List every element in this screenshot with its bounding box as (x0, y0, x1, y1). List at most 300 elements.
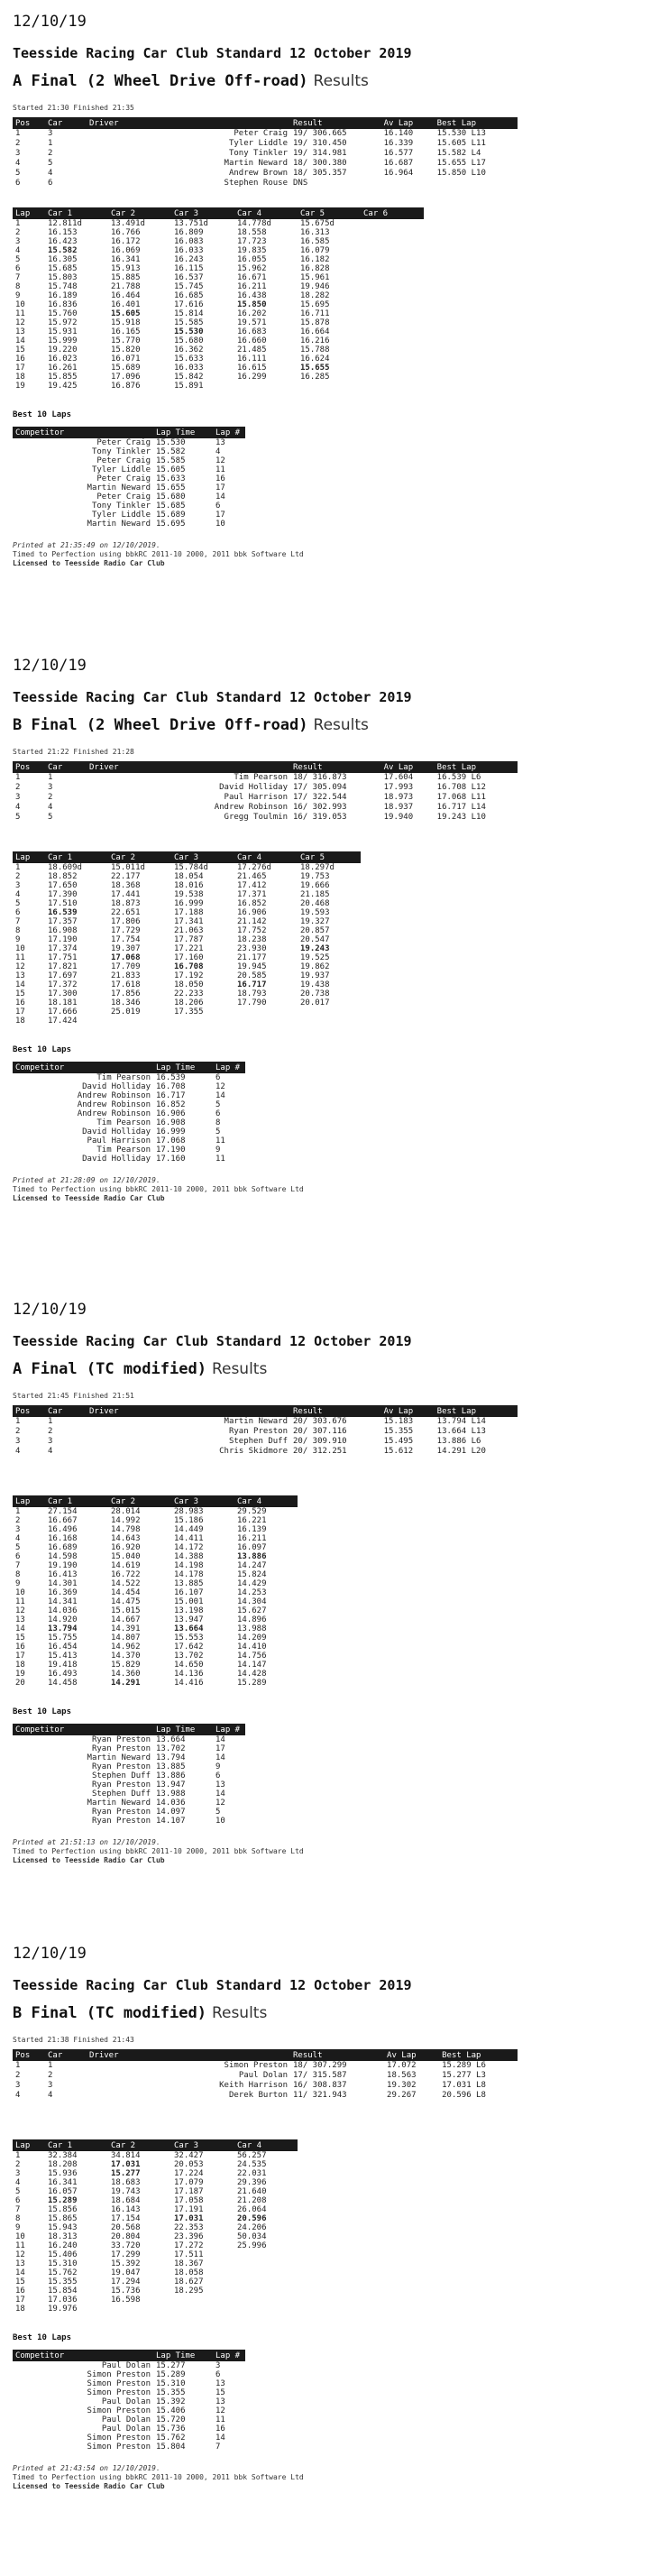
best-cell: Martin Neward (87, 520, 151, 529)
table-row (13, 1516, 298, 1525)
lap-cell: 16.464 (111, 291, 141, 300)
lap-cell: 17 (15, 363, 25, 373)
best-cell: 15.685 (156, 501, 186, 511)
final-name: B Final (2 Wheel Drive Off-road) (13, 716, 308, 734)
printed-at: Printed at 21:43:54 on 12/10/2019. (13, 2464, 160, 2472)
lap-cell: 15.943 (48, 2223, 78, 2232)
lap-cell: 19.753 (300, 872, 330, 881)
best-header-cell: Competitor (13, 1062, 153, 1073)
results-table (13, 761, 518, 823)
table-row (13, 2196, 298, 2205)
table-row (13, 2388, 245, 2397)
lap-cell: 16.906 (237, 908, 267, 917)
lap-cell: 20 (15, 1679, 25, 1688)
best-cell: 5 (215, 1127, 221, 1136)
best-cell: 14 (215, 1091, 225, 1100)
best-cell: Simon Preston (87, 2388, 151, 2397)
result-cell: 1 (15, 1417, 21, 1426)
results-header-cell: Pos (13, 1405, 45, 1417)
lap-cell (234, 382, 298, 391)
lap-cell: 18.181 (48, 998, 78, 1007)
lap-cell: 1 (15, 219, 21, 228)
lap-cell: 25.996 (237, 2241, 267, 2250)
lap-cell (361, 273, 424, 282)
lap-cell: 17.079 (174, 2178, 204, 2187)
lap-cell (108, 1017, 171, 1026)
lap-cell: 10 (15, 2232, 25, 2241)
lap-cell: 17.511 (174, 2250, 204, 2259)
lap-cell (234, 2305, 298, 2314)
lap-cell: 4 (15, 1534, 21, 1543)
table-row (13, 890, 361, 899)
timed-note: Timed to Perfection using bbkRC 2011-10 2000, 2011 bbk Software Ltd (13, 1185, 304, 1193)
lap-cell: 18.683 (111, 2178, 141, 2187)
table-row (13, 1136, 245, 1145)
best-header-row (13, 2350, 245, 2361)
lap-cell: 14.198 (174, 1561, 204, 1570)
best-cell: 15.289 (156, 2370, 186, 2379)
best-cell: 14.036 (156, 1799, 186, 1808)
result-cell: 20/ 312.251 (293, 1447, 347, 1456)
lap-cell: 15.413 (48, 1651, 78, 1661)
lap-header-cell: Lap (13, 207, 45, 219)
lap-cell (361, 336, 424, 345)
results-table (13, 1405, 518, 1457)
lap-cell: 11 (15, 1597, 25, 1606)
best-cell: 17 (215, 483, 225, 492)
lap-cell: 17.160 (174, 953, 204, 962)
lap-header-cell: Car 3 (171, 207, 234, 219)
table-row (13, 345, 424, 354)
lap-cell: 19.243 (300, 944, 330, 953)
best-cell: Simon Preston (87, 2406, 151, 2415)
lap-cell: 1 (15, 2151, 21, 2160)
lap-cell: 56.257 (237, 2151, 267, 2160)
result-cell: 15.277 L3 (442, 2071, 486, 2080)
lap-cell: 18 (15, 2305, 25, 2314)
lap-cell: 16.033 (174, 246, 204, 255)
results-page (0, 1932, 669, 2576)
table-row (13, 1118, 245, 1127)
table-row (13, 2187, 298, 2196)
lap-cell: 17.031 (174, 2214, 204, 2223)
lap-header-cell: Car 3 (171, 851, 234, 863)
best-cell: 6 (215, 1109, 221, 1118)
result-cell: 16.140 (383, 129, 414, 138)
best-laps-heading: Best 10 Laps (13, 1045, 72, 1054)
result-cell: 3 (48, 129, 53, 138)
result-cell: 4 (15, 159, 21, 168)
results-header-cell: Result (290, 117, 381, 129)
lap-cell: 16.261 (48, 363, 78, 373)
lap-cell: 16.313 (300, 228, 330, 237)
best-cell: 16.999 (156, 1127, 186, 1136)
best-laps-heading: Best 10 Laps (13, 2333, 72, 2342)
best-cell: 16.708 (156, 1082, 186, 1091)
licensed-note: Licensed to Teesside Radio Car Club (13, 2482, 165, 2490)
lap-cell: 18 (15, 1017, 25, 1026)
table-row (13, 1588, 298, 1597)
result-cell: 3 (48, 2081, 53, 2090)
lap-cell: 16.083 (174, 237, 204, 246)
lap-cell: 15.755 (48, 1633, 78, 1642)
best-laps-heading: Best 10 Laps (13, 1707, 72, 1716)
table-row (13, 456, 245, 465)
lap-cell: 17.412 (237, 881, 267, 890)
final-name: A Final (TC modified) (13, 1360, 206, 1378)
best-cell: Ryan Preston (91, 1735, 151, 1744)
lap-cell: 12.811d (48, 219, 82, 228)
lap-cell: 17.729 (111, 926, 141, 935)
results-header-cell: Best Lap (435, 117, 518, 129)
lap-cell: 14.896 (237, 1615, 267, 1624)
lap-header-cell: Car 5 (298, 207, 361, 219)
results-header-cell: Best Lap (439, 2049, 518, 2061)
lap-cell: 16.211 (237, 282, 267, 291)
lap-cell: 16.660 (237, 336, 267, 345)
lap-cell: 14.475 (111, 1597, 141, 1606)
best-cell: 6 (215, 2370, 221, 2379)
table-row (13, 2259, 298, 2268)
result-cell: 1 (15, 773, 21, 782)
best-cell: Paul Dolan (101, 2361, 151, 2370)
lap-cell: 14.388 (174, 1552, 204, 1561)
lap-cell: 18.852 (48, 872, 78, 881)
lap-cell: 15.695 (300, 300, 330, 309)
result-cell: Derek Burton (228, 2091, 288, 2100)
best-cell: Ryan Preston (91, 1762, 151, 1771)
table-row (13, 2268, 298, 2277)
lap-cell: 19.945 (237, 962, 267, 971)
lap-cell: 17.723 (237, 237, 267, 246)
lap-cell: 16.211 (237, 1534, 267, 1543)
lap-cell: 16.069 (111, 246, 141, 255)
lap-cell: 28.983 (174, 1507, 204, 1516)
lap-cell: 17.058 (174, 2196, 204, 2205)
lap-cell: 32.427 (174, 2151, 204, 2160)
best-cell: 11 (215, 2415, 225, 2424)
best-cell: 13.794 (156, 1753, 186, 1762)
result-cell: 6 (15, 179, 21, 188)
best-cell: 9 (215, 1145, 221, 1155)
best-cell: Tony Tinkler (91, 447, 151, 456)
table-row (13, 354, 424, 363)
best-cell: 13.988 (156, 1789, 186, 1799)
lap-cell: 16.664 (300, 327, 330, 336)
lap-cell: 7 (15, 1561, 21, 1570)
lap-cell: 12 (15, 962, 25, 971)
lap-cell: 12 (15, 2250, 25, 2259)
lap-cell: 8 (15, 2214, 21, 2223)
best-cell: 14 (215, 1789, 225, 1799)
lap-cell: 15.878 (300, 318, 330, 327)
lap-cell: 16.153 (48, 228, 78, 237)
best-cell: 14.097 (156, 1808, 186, 1817)
result-cell: Andrew Brown (228, 169, 288, 178)
lap-cell (361, 219, 424, 228)
table-row (13, 438, 245, 447)
table-row (13, 2415, 245, 2424)
start-finish-times: Started 21:30 Finished 21:35 (13, 104, 134, 112)
result-cell: Martin Neward (224, 1417, 288, 1426)
table-row (13, 300, 424, 309)
lap-cell: 15.015 (111, 1606, 141, 1615)
table-row (13, 520, 245, 529)
table-row (13, 318, 424, 327)
best-cell: Ryan Preston (91, 1817, 151, 1826)
best-cell: 15.762 (156, 2433, 186, 2443)
lap-cell: 3 (15, 881, 21, 890)
best-header-cell: Competitor (13, 2350, 153, 2361)
result-cell: 2 (48, 2071, 53, 2080)
lap-cell: 16.685 (174, 291, 204, 300)
lap-cell: 14.370 (111, 1651, 141, 1661)
lap-cell: 16 (15, 354, 25, 363)
best-cell: Simon Preston (87, 2443, 151, 2452)
lap-cell: 19.418 (48, 1661, 78, 1670)
result-cell: 18/ 300.380 (293, 159, 347, 168)
lap-cell: 25.019 (111, 1007, 141, 1017)
lap-cell: 16.341 (48, 2178, 78, 2187)
lap-cell: 15.855 (48, 373, 78, 382)
lap-cell: 14.643 (111, 1534, 141, 1543)
lap-cell: 16.182 (300, 255, 330, 264)
lap-cell: 9 (15, 935, 21, 944)
results-header-cell: Car (45, 1405, 87, 1417)
lap-cell: 18.346 (111, 998, 141, 1007)
lap-cell: 22.353 (174, 2223, 204, 2232)
lap-cell: 22.177 (111, 872, 141, 881)
table-row (13, 149, 518, 159)
result-cell: 11/ 321.943 (293, 2091, 347, 2100)
table-row (13, 159, 518, 169)
result-cell: 15.495 (383, 1437, 414, 1446)
table-row (13, 980, 361, 989)
table-row (13, 139, 518, 149)
best-cell: Tim Pearson (96, 1145, 151, 1155)
table-row (13, 917, 361, 926)
table-row (13, 1507, 298, 1516)
lap-cell: 17.666 (48, 1007, 78, 1017)
lap-cell: 17.709 (111, 962, 141, 971)
best-cell: 15.680 (156, 492, 186, 501)
best-cell: 17.190 (156, 1145, 186, 1155)
lap-cell: 21.788 (111, 282, 141, 291)
result-cell: Tyler Liddle (228, 139, 288, 148)
lap-cell (361, 309, 424, 318)
lap-cell: 19.593 (300, 908, 330, 917)
lap-cell: 17.188 (174, 908, 204, 917)
lap-cell: 16.097 (237, 1543, 267, 1552)
best-cell: Tony Tinkler (91, 501, 151, 511)
lap-cell: 15.788 (300, 345, 330, 354)
lap-cell (361, 291, 424, 300)
lap-cell: 15.655 (300, 363, 330, 373)
lap-cell: 22.651 (111, 908, 141, 917)
lap-cell: 16.216 (300, 336, 330, 345)
table-row (13, 2081, 518, 2091)
best-cell: 4 (215, 447, 221, 456)
lap-cell: 15.530 (174, 327, 204, 336)
lap-cell: 16.828 (300, 264, 330, 273)
lap-cell: 14.449 (174, 1525, 204, 1534)
lap-cell: 14.454 (111, 1588, 141, 1597)
table-row (13, 273, 424, 282)
table-row (13, 2214, 298, 2223)
lap-cell (171, 2305, 234, 2314)
results-header-cell: Pos (13, 761, 45, 773)
best-cell: 15.655 (156, 483, 186, 492)
lap-cell: 14.391 (111, 1624, 141, 1633)
lap-cell: 16.598 (111, 2295, 141, 2305)
lap-cell: 18.054 (174, 872, 204, 881)
table-row (13, 1771, 245, 1780)
lap-cell: 14.429 (237, 1579, 267, 1588)
licensed-note: Licensed to Teesside Radio Car Club (13, 559, 165, 567)
table-row (13, 282, 424, 291)
best-cell: 15.392 (156, 2397, 186, 2406)
best-cell: 14 (215, 1753, 225, 1762)
lap-cell: 17.294 (111, 2277, 141, 2286)
table-row (13, 2232, 298, 2241)
lap-cell: 16.243 (174, 255, 204, 264)
best-cell: Ryan Preston (91, 1780, 151, 1789)
table-row (13, 783, 518, 793)
final-title (13, 1360, 267, 1378)
lap-cell: 11 (15, 953, 25, 962)
result-cell: Peter Craig (234, 129, 288, 138)
best-header-cell: Lap # (213, 2350, 245, 2361)
results-word: Results (211, 2004, 268, 2022)
lap-cell: 15.885 (111, 273, 141, 282)
result-cell: 18/ 307.299 (293, 2061, 347, 2070)
lap-cell: 17.371 (237, 890, 267, 899)
lap-cell: 16.165 (111, 327, 141, 336)
best-cell: 16 (215, 474, 225, 483)
best-cell: 15.585 (156, 456, 186, 465)
lap-cell: 18.368 (111, 881, 141, 890)
table-row (13, 246, 424, 255)
lap-cell: 16.240 (48, 2241, 78, 2250)
lap-cell: 16.667 (48, 1516, 78, 1525)
table-row (13, 309, 424, 318)
lap-cell: 16.111 (237, 354, 267, 363)
table-row (13, 971, 361, 980)
start-finish-times: Started 21:45 Finished 21:51 (13, 1392, 134, 1400)
best-cell: 15.695 (156, 520, 186, 529)
print-footer (13, 2464, 304, 2491)
result-cell: 15.530 L13 (436, 129, 486, 138)
lap-times-table (13, 2139, 298, 2314)
lap-header-cell: Car 4 (234, 207, 298, 219)
result-cell: 16.539 L6 (436, 773, 481, 782)
lap-cell: 16.671 (237, 273, 267, 282)
result-cell: 16/ 302.993 (293, 803, 347, 812)
best-header-cell: Lap # (213, 1062, 245, 1073)
best-cell: 16.908 (156, 1118, 186, 1127)
lap-cell (108, 2305, 171, 2314)
result-cell: 17.604 (383, 773, 414, 782)
result-cell: 5 (48, 159, 53, 168)
best-cell: 5 (215, 1808, 221, 1817)
event-title: Teesside Racing Car Club Standard 12 October 2019 (13, 1333, 412, 1349)
table-row (13, 793, 518, 803)
lap-cell: 17.374 (48, 944, 78, 953)
lap-cell: 14.036 (48, 1606, 78, 1615)
lap-cell: 18 (15, 373, 25, 382)
result-cell: 4 (48, 169, 53, 178)
results-header-cell: Best Lap (435, 1405, 518, 1417)
lap-cell: 17 (15, 1007, 25, 1017)
lap-cell: 16.493 (48, 1670, 78, 1679)
result-cell: 29.267 (387, 2091, 417, 2100)
best-cell: 6 (215, 1073, 221, 1082)
lap-cell: 19.937 (300, 971, 330, 980)
results-header-cell: Car (45, 117, 87, 129)
lap-cell: 19 (15, 382, 25, 391)
lap-cell: 19.190 (48, 1561, 78, 1570)
lap-cell: 20.804 (111, 2232, 141, 2241)
results-header-row (13, 1405, 518, 1417)
lap-cell: 15.310 (48, 2259, 78, 2268)
results-table (13, 117, 518, 189)
lap-cell: 14.209 (237, 1633, 267, 1642)
lap-cell: 19.835 (237, 246, 267, 255)
table-row (13, 803, 518, 813)
table-row (13, 1744, 245, 1753)
results-header-row (13, 117, 518, 129)
lap-cell: 15.627 (237, 1606, 267, 1615)
lap-cell: 16.722 (111, 1570, 141, 1579)
best-cell: 3 (215, 2361, 221, 2370)
results-header-cell: Av Lap (381, 117, 435, 129)
lap-header-cell: Car 4 (234, 2139, 298, 2151)
lap-cell: 15.001 (174, 1597, 204, 1606)
result-cell: 3 (15, 1437, 21, 1446)
best-header-cell: Lap Time (153, 1724, 213, 1735)
table-row (13, 2286, 298, 2295)
result-cell: Tony Tinkler (228, 149, 288, 158)
result-cell: 17.993 (383, 783, 414, 792)
lap-cell (234, 2286, 298, 2295)
lap-cell: 15.355 (48, 2277, 78, 2286)
best-cell: 11 (215, 1136, 225, 1145)
lap-cell: 19.571 (237, 318, 267, 327)
lap-header-cell: Lap (13, 1495, 45, 1507)
lap-cell: 15.406 (48, 2250, 78, 2259)
result-cell: 20/ 307.116 (293, 1427, 347, 1436)
lap-cell: 6 (15, 2196, 21, 2205)
lap-cell: 13.198 (174, 1606, 204, 1615)
table-row (13, 1561, 298, 1570)
lap-cell: 16.362 (174, 345, 204, 354)
table-row (13, 998, 361, 1007)
result-cell: 13.886 L6 (436, 1437, 481, 1446)
best-cell: 12 (215, 456, 225, 465)
lap-cell: 16.766 (111, 228, 141, 237)
best-cell: Peter Craig (96, 492, 151, 501)
lap-cell: 17.096 (111, 373, 141, 382)
print-footer (13, 1176, 304, 1203)
table-row (13, 2433, 245, 2443)
lap-cell: 17.752 (237, 926, 267, 935)
best-cell: 14.107 (156, 1817, 186, 1826)
lap-cell: 6 (15, 1552, 21, 1561)
table-row (13, 1437, 518, 1447)
lap-cell: 16.908 (48, 926, 78, 935)
lap-cell: 16.711 (300, 309, 330, 318)
lap-cell: 18.238 (237, 935, 267, 944)
